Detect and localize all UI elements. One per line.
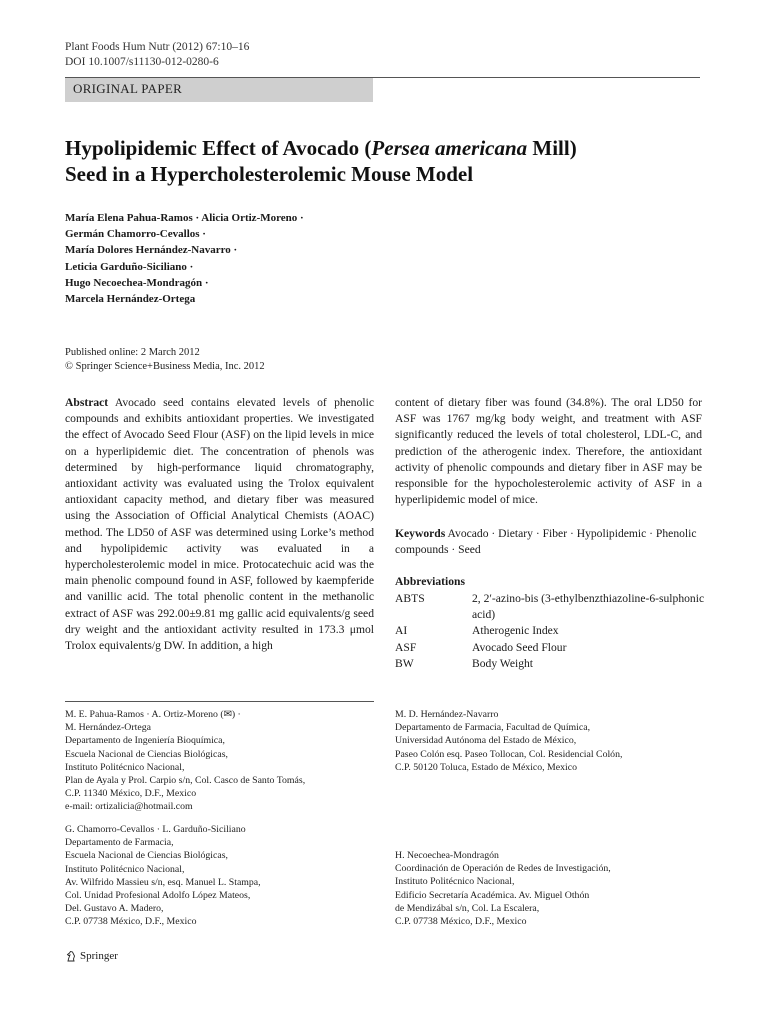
copyright: © Springer Science+Business Media, Inc. 2012 [65, 361, 265, 372]
affiliation-line: Escuela Nacional de Ciencias Biológicas, [65, 850, 228, 862]
affiliation-line: Del. Gustavo A. Madero, [65, 903, 164, 915]
abbreviations-heading: Abbreviations [395, 575, 466, 588]
affiliation-line: H. Necoechea-Mondragón [395, 850, 499, 861]
affiliation-line: Col. Unidad Profesional Adolfo López Mateos, [65, 890, 251, 902]
affiliation-line: Instituto Politécnico Nacional, [65, 761, 185, 773]
footnote-rule [65, 701, 374, 702]
author-line: Marcela Hernández-Ortega [65, 293, 196, 306]
abbreviation-row [395, 640, 705, 656]
journal-citation [65, 40, 249, 70]
affiliation-line: Av. Wilfrido Massieu s/n, esq. Manuel L. Stampa, [65, 876, 261, 888]
title-part-2: Mill) [527, 136, 577, 160]
title-species: Persea americana [371, 136, 528, 160]
affiliation-line: M. D. Hernández-Navarro [395, 709, 499, 720]
affiliation-1 [65, 708, 385, 814]
affiliation-line: de Mendizábal s/n, Col. La Escalera, [395, 902, 540, 914]
abstract-text: Avocado seed contains elevated levels of phenolic compounds and exhibits antioxidant properties. We investigated the effect of Avocado Seed Flour (ASF) on the lipid levels in mice on a hyperlipidemic diet. The concentration of phenols was determined by high-performance liquid chromatography, antioxidant activity was evaluated using the Trolox equivalent antioxidant capacity method, and dietary fiber was measured using the Association of Official Analytical Chemists (AOAC) method. The LD50 of ASF was determined using Lorke’s method and hypolipidemic activity was evaluated in a hypercholesterolemic model in mice. Protocatechuic acid was the main phenolic compound found in ASF, followed by kaempferide and vanillic acid. The total phenolic content in the methanolic extract of ASF was 292.00±9.81 mg gallic acid equivalents/g seed dry weight and the antioxidant activity resulted in 173.3 μmol Trolox equivalents/g DW. In addition, a high [65, 396, 374, 653]
abstract [65, 395, 374, 654]
keywords [395, 526, 702, 558]
affiliation-line: Plan de Ayala y Prol. Carpio s/n, Col. Casco de Santo Tomás, [65, 775, 306, 787]
author-list [65, 210, 385, 307]
affiliation-line: Departamento de Farmacia, Facultad de Química, [395, 722, 591, 734]
author-line: María Elena Pahua-Ramos · Alicia Ortiz-Moreno · [65, 212, 304, 224]
affiliation-line: Departamento de Ingeniería Bioquímica, [65, 735, 225, 747]
affiliation-line: Escuela Nacional de Ciencias Biológicas, [65, 748, 228, 760]
affiliation-line: Coordinación de Operación de Redes de Investigación, [395, 863, 611, 875]
abbreviation-term: ASF [395, 640, 417, 654]
abbreviation-row [395, 656, 705, 672]
abbreviation-term: AI [395, 624, 408, 638]
abbreviation-term: BW [395, 656, 414, 670]
author-line: María Dolores Hernández-Navarro · [65, 244, 238, 257]
affiliation-line: Universidad Autónoma del Estado de México, [395, 735, 577, 747]
title-part-1: Hypolipidemic Effect of Avocado ( [65, 136, 372, 160]
affiliation-line: C.P. 50120 Toluca, Estado de México, Mexico [395, 761, 577, 773]
article-title [65, 135, 705, 187]
author-line: Germán Chamorro-Cevallos · [65, 228, 206, 241]
abbreviation-row [395, 623, 705, 639]
affiliation-line: C.P. 11340 México, D.F., Mexico [65, 788, 197, 800]
affiliation-line: Instituto Politécnico Nacional, [65, 863, 185, 875]
publication-info [65, 346, 265, 374]
abbreviation-definition: Atherogenic Index [472, 624, 559, 638]
article-type-label: ORIGINAL PAPER [65, 78, 373, 102]
abbreviation-definition: 2, 2′-azino-bis (3-ethylbenzthiazoline-6-sulphonic acid) [472, 592, 705, 622]
keywords-heading: Keywords [395, 527, 446, 540]
abbreviations-list [395, 591, 705, 672]
affiliation-line: M. E. Pahua-Ramos · A. Ortiz-Moreno (✉) · [65, 709, 241, 720]
author-line: Leticia Garduño-Siciliano · [65, 260, 194, 273]
journal-reference: Plant Foods Hum Nutr (2012) 67:10–16 [65, 41, 250, 53]
affiliation-3 [395, 708, 715, 774]
affiliation-line: C.P. 07738 México, D.F., Mexico [65, 916, 197, 928]
springer-knight-icon [65, 950, 77, 962]
author-line: Hugo Necoechea-Mondragón · [65, 276, 209, 289]
abbreviation-row [395, 591, 705, 623]
abbreviation-term: ABTS [395, 592, 425, 605]
affiliation-line: Instituto Politécnico Nacional, [395, 876, 515, 888]
affiliation-line: Paseo Colón esq. Paseo Tollocan, Col. Residencial Colón, [395, 748, 623, 760]
publisher-footer [65, 950, 118, 962]
affiliation-2 [65, 823, 385, 929]
published-date: Published online: 2 March 2012 [65, 347, 200, 358]
doi: DOI 10.1007/s11130-012-0280-6 [65, 56, 219, 68]
publisher-name: Springer [80, 950, 118, 962]
affiliation-line: C.P. 07738 México, D.F., Mexico [395, 916, 527, 928]
affiliation-line: G. Chamorro-Cevallos · L. Garduño-Siciliano [65, 824, 246, 835]
abstract-continued: content of dietary fiber was found (34.8%). The oral LD50 for ASF was 1767 mg/kg body weight, and treatment with ASF significantly reduced the levels of total cholesterol, LDL-C, and prediction of the atherogenic index. Therefore, the antioxidant activity of phenolic compounds and dietary fiber in ASF may be responsible for the hypocholesterolemic activity of ASF in a hyperlipidemic model of mice. [395, 396, 702, 507]
affiliation-line: Departamento de Farmacia, [65, 837, 174, 849]
title-line-2: Seed in a Hypercholesterolemic Mouse Model [65, 162, 474, 186]
abbreviation-definition: Body Weight [472, 656, 534, 670]
affiliation-line: Edificio Secretaría Académica. Av. Miguel Othón [395, 889, 590, 901]
affiliation-4 [395, 849, 715, 928]
abstract-heading: Abstract [65, 396, 109, 409]
affiliation-line: M. Hernández-Ortega [65, 722, 151, 734]
abbreviation-definition: Avocado Seed Flour [472, 640, 567, 654]
email-link[interactable]: e-mail: ortizalicia@hotmail.com [65, 801, 193, 813]
keywords-text: Avocado · Dietary · Fiber · Hypolipidemic · Phenolic compounds · Seed [395, 527, 697, 557]
